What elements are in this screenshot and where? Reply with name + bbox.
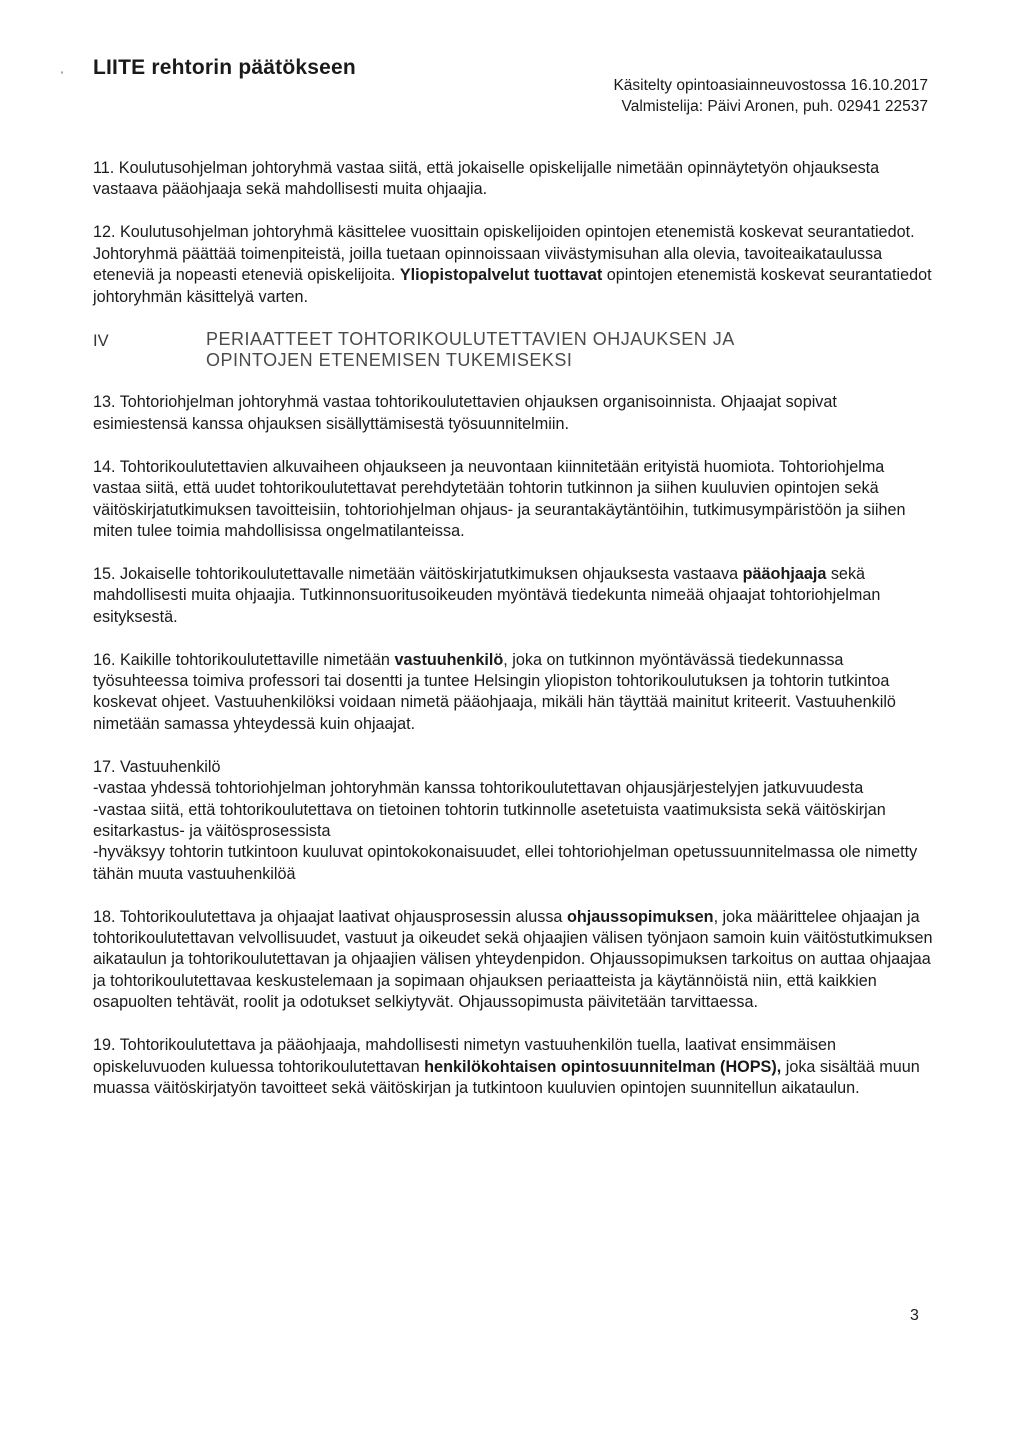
paragraph-18	[93, 907, 933, 1014]
paragraph-18-text: 18. Tohtorikoulutettava ja ohjaajat laativat ohjausprosessin alussa	[93, 907, 567, 926]
section-title-line-2: OPINTOJEN ETENEMISEN TUKEMISEKSI	[206, 350, 573, 371]
paragraph-15-bold: pääohjaaja	[742, 564, 827, 583]
paragraph-19	[93, 1035, 933, 1099]
paragraph-15-text: 15. Jokaiselle tohtorikoulutettavalle nimetään väitöskirjatutkimuksen ohjauksesta vastaava	[93, 564, 743, 583]
paragraph-17	[93, 757, 933, 885]
section-number: IV	[93, 332, 109, 351]
paragraph-15	[93, 564, 933, 628]
paragraph-16	[93, 650, 933, 736]
section-title	[206, 329, 735, 371]
paragraph-19-text: 19. Tohtorikoulutettava ja pääohjaaja, mahdollisesti nimetyn vastuuhenkilön tuella, laativat ensimmäisen opiskeluvuoden kuluessa tohtorikoulutettavan	[93, 1036, 836, 1076]
page-number: 3	[910, 1307, 919, 1324]
paragraph-16-text-end: , joka on tutkinnon myöntävässä tiedekunnassa työsuhteessa toimiva professori tai dosentti ja tuntee Helsingin yliopiston tohtorikoulutuksen ja tohtorin tutkintoa koskevat ohjeet. Vastuuhenkilöksi voidaan nimetä pääohjaaja, mikäli hän täyttää mainitut kriteerit. Vastuuhenkilö nimetään samassa yhteydessä kuin ohjaajat.	[93, 650, 896, 733]
paragraph-13: 13. Tohtoriohjelman johtoryhmä vastaa tohtorikoulutettavien ohjauksen organisoinnista. Ohjaajat sopivat esimiestensä kanssa ohjauksen sisällyttämisestä työsuunnitelmiin.	[93, 393, 837, 433]
paragraph-17-item: -hyväksyy tohtorin tutkintoon kuuluvat opintokokonaisuudet, ellei tohtoriohjelman opetussuunnitelmassa ole nimetty tähän muuta vastuuhenkilöä	[93, 843, 918, 883]
paragraph-12-bold: Yliopistopalvelut tuottavat	[399, 266, 603, 285]
paragraph-19-bold: henkilökohtaisen opintosuunnitelman (HOPS),	[424, 1057, 782, 1076]
paragraph-14: 14. Tohtorikoulutettavien alkuvaiheen ohjaukseen ja neuvontaan kiinnitetään erityistä huomiota. Tohtoriohjelma vastaa siitä, että uudet tohtorikoulutettavat perehdytetään tohtorin tutkinnon ja siihen kuuluvien opintojen sekä väitöskirjatutkimuksen tavoitteisiin, tohtoriohjelman ohjaus- ja seurantakäytäntöihin, tutkimusympäristöön ja siihen miten tulee toimia mahdollisissa ongelmatilanteissa.	[93, 457, 906, 540]
paragraph-17-heading: 17. Vastuuhenkilö	[93, 757, 221, 776]
paragraph-17-item: -vastaa yhdessä tohtoriohjelman johtoryhmän kanssa tohtorikoulutettavan ohjausjärjestelyjen jatkuvuudesta	[93, 779, 864, 798]
meta-processed-line: Käsitelty opintoasiainneuvostossa 16.10.2017	[613, 77, 928, 94]
paragraph-18-text-end: , joka määrittelee ohjaajan ja tohtorikoulutettavan velvollisuudet, vastuut ja oikeudet sekä ohjaajien välisen työnjaon samoin kuin väitöstutkimuksen aikataulun ja tohtorikoulutettavan ja ohjaajien välisen yhteydenpidon. Ohjaussopimuksen tarkoitus on auttaa ohjaajaa ja tohtorikoulutettavaa keskustelemaan ja sopimaan ohjauksen periaatteista ja käytännöistä niin, että kaikkien osapuolten tehtävät, roolit ja odotukset selkiytyvät. Ohjaussopimusta päivitetään tarvittaessa.	[93, 907, 933, 1012]
document-meta	[560, 75, 928, 117]
meta-preparer-line: Valmistelija: Päivi Aronen, puh. 02941 22537	[621, 98, 928, 115]
section-title-line-1: PERIAATTEET TOHTORIKOULUTETTAVIEN OHJAUKSEN JA	[206, 329, 735, 350]
section-heading-iv	[93, 329, 933, 371]
paragraph-15-text-end: sekä mahdollisesti muita ohjaajia. Tutkinnonsuoritusoikeuden myöntävä tiedekunta nimeää ohjaajat tohtoriohjelman esityksestä.	[93, 564, 881, 626]
document-body	[93, 158, 933, 1121]
paragraph-11: 11. Koulutusohjelman johtoryhmä vastaa siitä, että jokaiselle opiskelijalle nimetään opinnäytetyön ohjauksesta vastaava pääohjaaja sekä mahdollisesti muita ohjaajia.	[93, 159, 880, 199]
paragraph-16-bold: vastuuhenkilö	[394, 650, 504, 669]
paragraph-18-bold: ohjaussopimuksen	[566, 907, 714, 926]
document-title: LIITE rehtorin päätökseen	[93, 56, 356, 79]
paragraph-19-text-end: joka sisältää muun muassa väitöskirjatyön tavoitteet sekä väitöskirjan ja tutkintoon kuuluvien opintojen suunnitellun aikataulun.	[93, 1057, 920, 1097]
paragraph-16-text: 16. Kaikille tohtorikoulutettaville nimetään	[93, 650, 395, 669]
paragraph-12	[93, 222, 933, 308]
paragraph-17-item: -vastaa siitä, että tohtorikoulutettava on tietoinen tohtorin tutkinnolle asetetuista vaatimuksista sekä väitöskirjan esitarkastus- ja väitösprosessista	[93, 800, 886, 840]
paragraph-12-text-end: opintojen etenemistä koskevat seurantatiedot johtoryhmän käsittelyä varten.	[93, 266, 932, 306]
paragraph-12-text: 12. Koulutusohjelman johtoryhmä käsittelee vuosittain opiskelijoiden opintojen etenemistä koskevat seurantatiedot. Johtoryhmä päättää toimenpiteistä, joilla tuetaan opinnoissaan viivästymisuhan alla olevia, tavoiteaikataulussa eteneviä ja nopeasti eteneviä opiskelijoita.	[93, 223, 915, 285]
